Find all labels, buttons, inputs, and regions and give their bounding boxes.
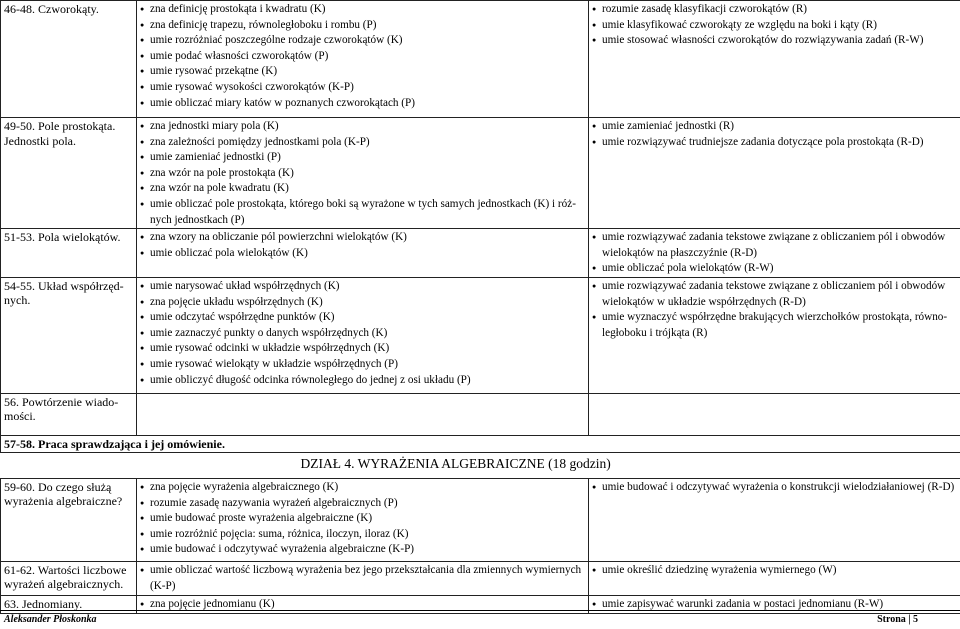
extended-requirements-list [592,279,956,341]
extended-requirements-list [592,119,956,150]
table-row [1,229,960,278]
requirement-item: ● zna pojęcie jednomianu (K) [150,597,584,613]
requirement-item: ● umie zapisywać warunki zadania w postaci jednomianu (R-W) [602,597,956,613]
requirement-item: ● umie rysować wielokąty w układzie współrzędnych (P) [150,357,584,373]
test-row [1,435,960,452]
test-row-label: 57-58. Praca sprawdzająca i jej omówienie. [1,435,960,452]
requirement-item: ● umie obliczyć długość odcinka równoległego do jednej z osi układu (P) [150,373,584,389]
footer-page-number: Strona | 5 [877,614,918,625]
extended-requirements-cell [589,1,960,118]
requirement-item: ● umie rozróżnić pojęcia: suma, różnica, iloczyn, iloraz (K) [150,527,584,543]
requirement-item: ● zna wzór na pole prostokąta (K) [150,166,584,182]
section-header-row [1,452,960,478]
lesson-topic: 51-53. Pola wielokątów. [1,229,137,278]
requirement-item: ● umie budować i odczytywać wyrażenia algebraiczne (K-P) [150,542,584,558]
requirement-item: ● umie określić dziedzinę wyrażenia wymiernego (W) [602,563,956,579]
requirement-item: ● umie rysować odcinki w układzie współrzędnych (K) [150,341,584,357]
basic-requirements-cell [137,393,589,435]
lesson-topic: 49-50. Pole prostokąta. Jednostki pola. [1,118,137,229]
lesson-topic: 54-55. Układ współrzęd-nych. [1,277,137,393]
requirement-item: ● umie rysować przekątne (K) [150,64,584,80]
extended-requirements-cell [589,229,960,278]
extended-requirements-list [592,2,956,49]
footer-author: Aleksander Płoskonka [4,614,97,625]
requirement-item: ● zna wzór na pole kwadratu (K) [150,181,584,197]
lesson-topic: 59-60. Do czego służą wyrażenia algebraiczne? [1,478,137,561]
basic-requirements-cell [137,478,589,561]
table-row [1,561,960,595]
extended-requirements-cell [589,561,960,595]
requirement-item: ● umie rozróżniać poszczególne rodzaje czworokątów (K) [150,33,584,49]
requirement-item: ● umie zamieniać jednostki (P) [150,150,584,166]
requirement-item: ● zna pojęcie układu współrzędnych (K) [150,295,584,311]
basic-requirements-cell [137,277,589,393]
basic-requirements-cell [137,1,589,118]
requirement-item: ● umie budować i odczytywać wyrażenia o konstrukcji wielodziałaniowej (R-D) [602,480,956,496]
requirement-item: ● zna zależności pomiędzy jednostkami pola (K-P) [150,135,584,151]
table-body-section-4 [1,478,960,613]
requirement-item: ● umie rozwiązywać zadania tekstowe związane z obliczaniem pól i obwodów wielokątów na płaszczyźnie (R-D) [602,230,956,261]
requirement-item: ● umie obliczać pola wielokątów (K) [150,246,584,262]
extended-requirements-cell [589,118,960,229]
requirement-item: ● umie podać własności czworokątów (P) [150,49,584,65]
page-footer [0,610,960,629]
extended-requirements-list [592,480,956,496]
extended-requirements-list [592,563,956,579]
basic-requirements-list [140,230,584,261]
basic-requirements-cell [137,118,589,229]
lesson-topic: 61-62. Wartości liczbowe wyrażeń algebraicznych. [1,561,137,595]
table-row [1,1,960,118]
requirement-item: ● rozumie zasadę klasyfikacji czworokątów (R) [602,2,956,18]
requirement-item: ● umie rozwiązywać zadania tekstowe związane z obliczaniem pól i obwodów wielokątów w układzie współrzędnych (R-D) [602,279,956,310]
lesson-topic: 63. Jednomiany. [1,595,137,613]
requirement-item: ● umie zaznaczyć punkty o danych współrzędnych (K) [150,326,584,342]
table-row [1,277,960,393]
extended-requirements-cell [589,277,960,393]
requirement-item: ● zna definicję trapezu, równoległoboku i rombu (P) [150,18,584,34]
lesson-topic: 56. Powtórzenie wiado-mości. [1,393,137,435]
requirement-item: ● umie klasyfikować czworokąty ze względu na boki i kąty (R) [602,18,956,34]
requirement-item: ● umie zamieniać jednostki (R) [602,119,956,135]
extended-requirements-list [592,230,956,277]
requirement-item: ● zna pojęcie wyrażenia algebraicznego (K) [150,480,584,496]
basic-requirements-list [140,119,584,228]
requirement-item: ● umie narysować układ współrzędnych (K) [150,279,584,295]
lesson-topic: 46-48. Czworokąty. [1,1,137,118]
basic-requirements-cell [137,561,589,595]
requirement-item: ● umie obliczać pola wielokątów (R-W) [602,261,956,277]
requirement-item: ● zna jednostki miary pola (K) [150,119,584,135]
table-row [1,393,960,435]
extended-requirements-cell [589,478,960,561]
requirement-item: ● umie obliczać pole prostokąta, którego boki są wyrażone w tych samych jednostkach (K) i róż-nych jednostkach (P) [150,197,584,228]
requirement-item: ● umie stosować własności czworokątów do rozwiązywania zadań (R-W) [602,33,956,49]
requirement-item: ● umie obliczać wartość liczbową wyrażenia bez jego przekształcania dla zmiennych wymiernych (K-P) [150,563,584,594]
requirement-item: ● rozumie zasadę nazywania wyrażeń algebraicznych (P) [150,496,584,512]
basic-requirements-cell [137,229,589,278]
section-title: DZIAŁ 4. WYRAŻENIA ALGEBRAICZNE (18 godzin) [301,456,611,472]
requirement-item: ● umie rysować wysokości czworokątów (K-P) [150,80,584,96]
requirement-item: ● umie budować proste wyrażenia algebraiczne (K) [150,511,584,527]
requirement-item: ● umie wyznaczyć współrzędne brakujących wierzchołków prostokąta, równo-ległoboku i trójkąta (R) [602,310,956,341]
table-body-section-3 [1,1,960,436]
basic-requirements-list [140,279,584,388]
requirement-item: ● umie odczytać współrzędne punktów (K) [150,310,584,326]
requirement-item: ● zna wzory na obliczanie pól powierzchni wielokątów (K) [150,230,584,246]
requirement-item: ● zna definicję prostokąta i kwadratu (K) [150,2,584,18]
table-row [1,478,960,561]
requirement-item: ● umie obliczać miary katów w poznanych czworokątach (P) [150,96,584,112]
table-row [1,118,960,229]
requirement-item: ● umie rozwiązywać trudniejsze zadania dotyczące pola prostokąta (R-D) [602,135,956,151]
basic-requirements-list [140,2,584,111]
basic-requirements-list [140,480,584,558]
basic-requirements-list [140,563,584,594]
extended-requirements-cell [589,393,960,435]
